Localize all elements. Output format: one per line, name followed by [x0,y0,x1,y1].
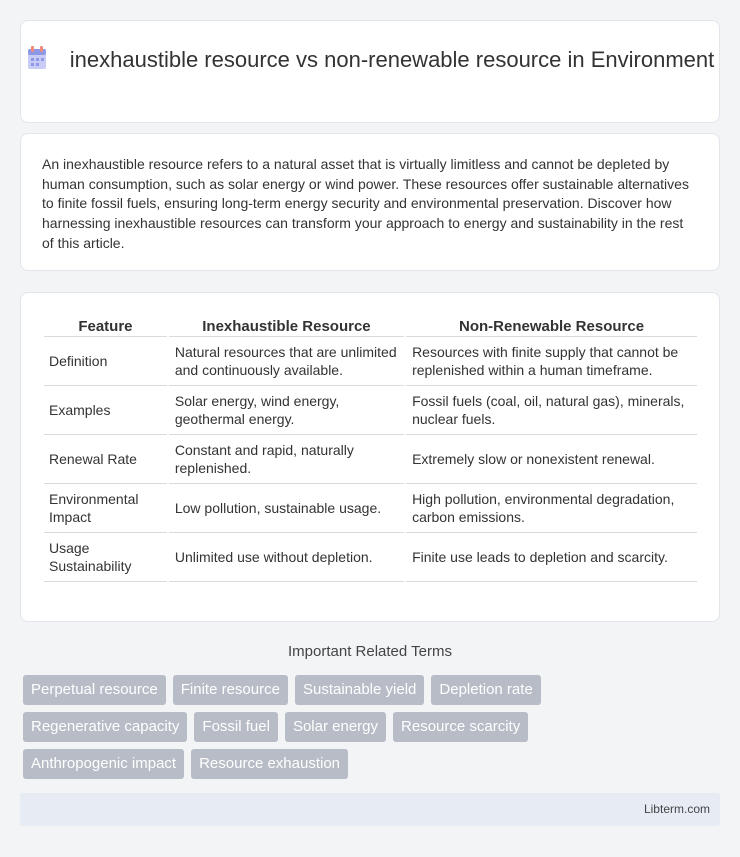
related-term-tag[interactable]: Sustainable yield [295,675,424,705]
footer [20,793,720,826]
table-cell: Solar energy, wind energy, geothermal energy. [169,386,404,435]
document-icon [26,46,48,70]
table-cell: Natural resources that are unlimited and continuously available. [169,337,404,386]
table-header: Non-Renewable Resource [406,315,697,337]
related-term-tag[interactable]: Resource scarcity [393,712,528,742]
table-cell-feature: Usage Sustainability [44,533,167,582]
page-title: inexhaustible resource vs non-renewable resource in Environment [69,47,715,72]
table-cell: Constant and rapid, naturally replenished. [169,435,404,484]
footer-site-link[interactable]: Libterm.com [643,802,710,816]
table-row [44,435,697,484]
table-header-row [44,315,697,337]
table-cell: Fossil fuels (coal, oil, natural gas), minerals, nuclear fuels. [406,386,697,435]
table-header: Feature [44,315,167,337]
table-row [44,337,697,386]
table-row [44,484,697,533]
comparison-card [20,292,720,622]
related-term-tag[interactable]: Solar energy [285,712,386,742]
table-cell: Low pollution, sustainable usage. [169,484,404,533]
related-terms-title: Important Related Terms [288,643,452,660]
table-cell: High pollution, environmental degradation, carbon emissions. [406,484,697,533]
table-header: Inexhaustible Resource [169,315,404,337]
related-term-tag[interactable]: Fossil fuel [194,712,278,742]
table-row [44,533,697,582]
table-cell-feature: Environmental Impact [44,484,167,533]
intro-paragraph: An inexhaustible resource refers to a natural asset that is virtually limitless and cannot be depleted by human consumption, such as solar energy or wind power. These resources offer sustainable alternatives to finite fossil fuels, ensuring long-term energy security and environmental preservation. Discover how harnessing inexhaustible resources can transform your approach to energy and sustainability in the rest of this article. [42,156,689,251]
table-cell-feature: Definition [44,337,167,386]
related-term-tag[interactable]: Anthropogenic impact [23,749,184,779]
table-cell: Finite use leads to depletion and scarcity. [406,533,697,582]
table-cell: Extremely slow or nonexistent renewal. [406,435,697,484]
table-cell-feature: Examples [44,386,167,435]
title-card [20,20,720,123]
intro-card [20,133,720,271]
comparison-table [42,315,699,582]
table-cell-feature: Renewal Rate [44,435,167,484]
related-terms-list [23,675,583,779]
related-term-tag[interactable]: Perpetual resource [23,675,166,705]
related-term-tag[interactable]: Finite resource [173,675,288,705]
table-cell: Unlimited use without depletion. [169,533,404,582]
related-term-tag[interactable]: Depletion rate [431,675,540,705]
related-term-tag[interactable]: Regenerative capacity [23,712,187,742]
table-row [44,386,697,435]
related-term-tag[interactable]: Resource exhaustion [191,749,348,779]
table-cell: Resources with finite supply that cannot be replenished within a human timeframe. [406,337,697,386]
